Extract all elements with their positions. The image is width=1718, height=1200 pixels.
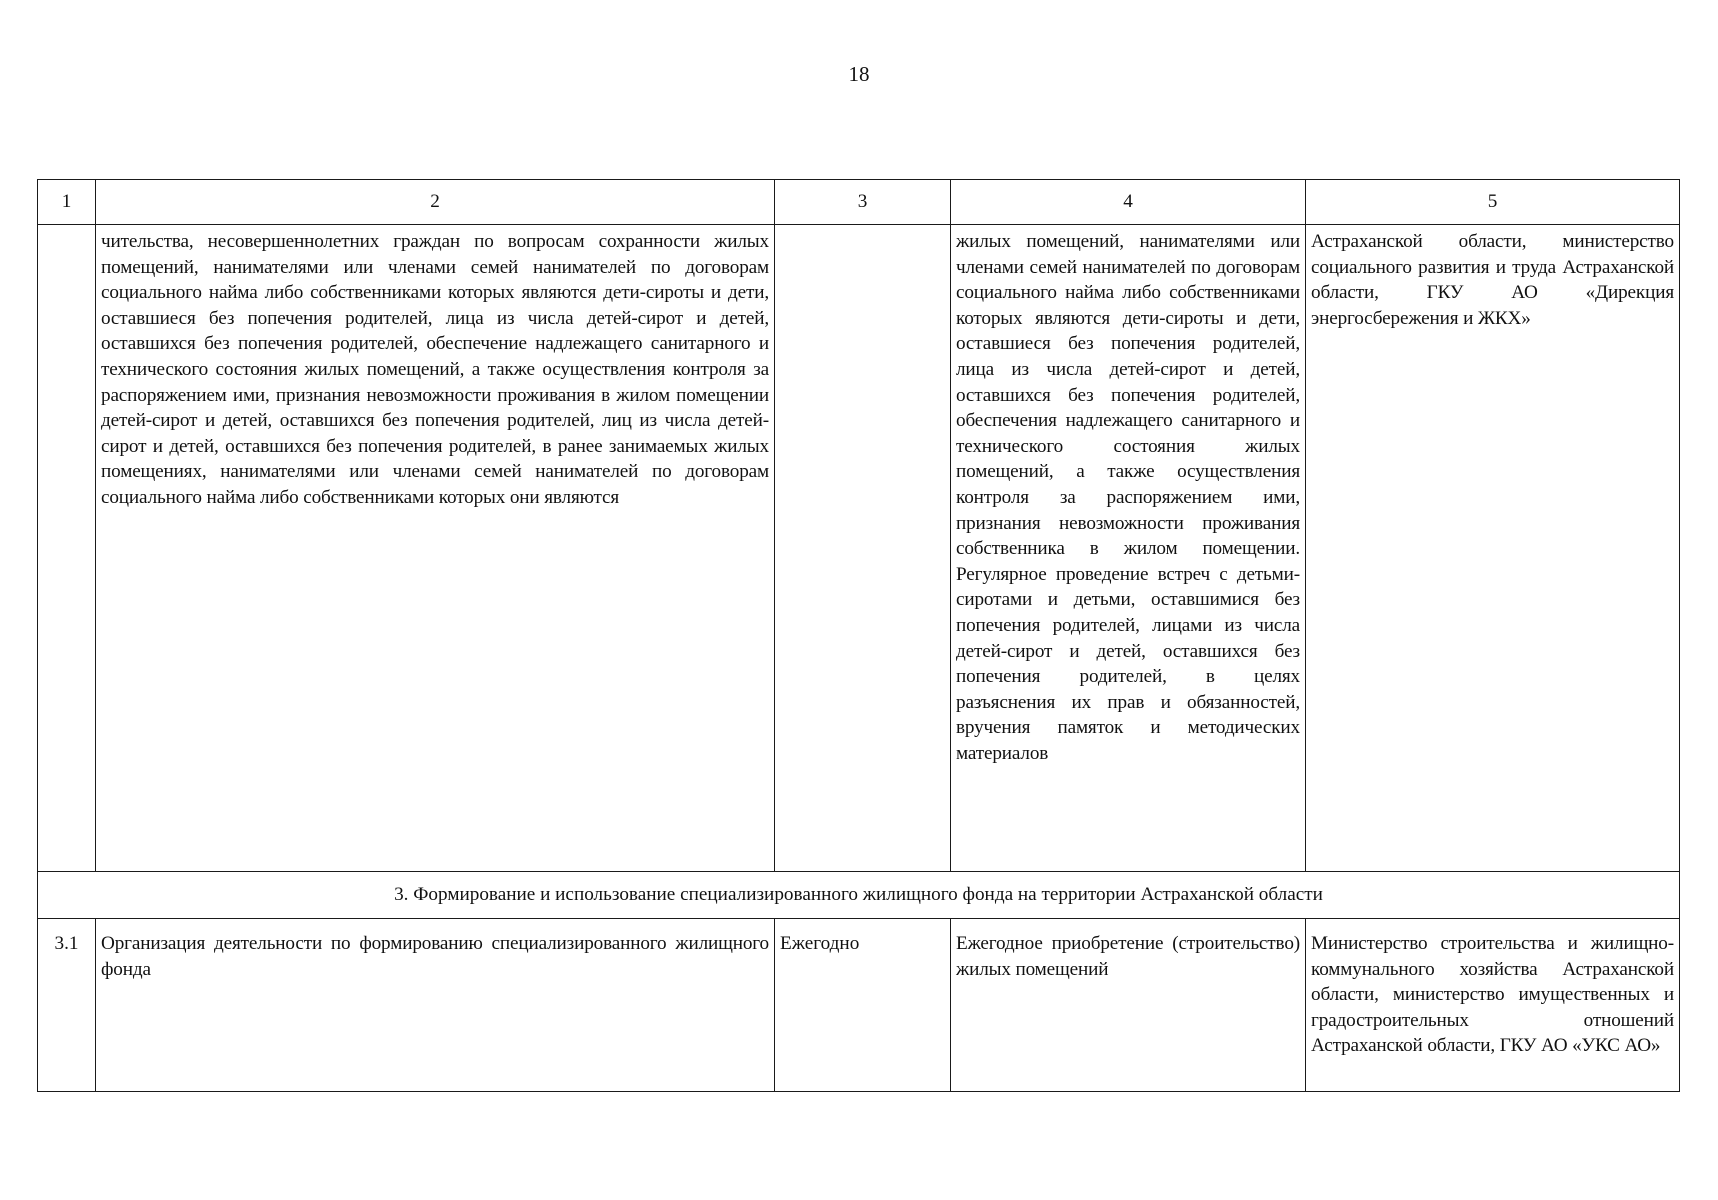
cell-responsible: Министерство строительства и жилищно-коммунального хозяйства Астраханской области, министерство имущественных и градостроительных отношений Астраханской области, ГКУ АО «УКС АО» xyxy=(1306,919,1680,1092)
page-number: 18 xyxy=(848,62,870,86)
cell-number xyxy=(38,225,96,872)
header-cell-5: 5 xyxy=(1306,180,1680,225)
cell-deadline xyxy=(775,225,951,872)
section-title: 3. Формирование и использование специализированного жилищного фонда на территории Астраханской области xyxy=(38,872,1680,919)
plan-table xyxy=(37,179,1680,1092)
cell-expected-result: жилых помещений, нанимателями или членами семей нанимателей по договорам социального найма либо собственниками которых являются дети-сироты и дети, оставшиеся без попечения родителей, лица из числа детей-сирот и детей, оставшихся без попечения родителей, обеспечения надлежащего санитарного и технического состояния жилых помещений, а также осуществления контроля за распоряжением ими, признания невозможности проживания собственника в жилом помещении. Регулярное проведение встреч с детьми-сиротами и детьми, оставшимися без попечения родителей, лицами из числа детей-сирот и детей, оставшихся без попечения родителей, в целях разъяснения их прав и обязанностей, вручения памяток и методических материалов xyxy=(951,225,1306,872)
cell-deadline: Ежегодно xyxy=(775,919,951,1092)
cell-number: 3.1 xyxy=(38,919,96,1092)
cell-responsible: Астраханской области, министерство социального развития и труда Астраханской области, ГКУ АО «Дирекция энергосбережения и ЖКХ» xyxy=(1306,225,1680,872)
cell-expected-result: Ежегодное приобретение (строительство) жилых помещений xyxy=(951,919,1306,1092)
table-header-row xyxy=(38,180,1680,225)
cell-activity: Организация деятельности по формированию специализированного жилищного фонда xyxy=(96,919,775,1092)
cell-activity: чительства, несовершеннолетних граждан по вопросам сохранности жилых помещений, нанимателями или членами семей нанимателей по договорам социального найма либо собственниками которых являются дети-сироты и дети, оставшиеся без попечения родителей, лица из числа детей-сирот и детей, оставшихся без попечения родителей, обеспечение надлежащего санитарного и технического состояния жилых помещений, а также осуществления контроля за распоряжением ими, признания невозможности проживания в жилом помещении детей-сирот и детей, оставшихся без попечения родителей, лиц из числа детей-сирот и детей, оставшихся без попечения родителей, в ранее занимаемых жилых помещениях, нанимателями или членами семей нанимателей по договорам социального найма либо собственниками которых они являются xyxy=(96,225,775,872)
table-row xyxy=(38,919,1680,1092)
header-cell-2: 2 xyxy=(96,180,775,225)
header-cell-4: 4 xyxy=(951,180,1306,225)
table-row xyxy=(38,225,1680,872)
header-cell-3: 3 xyxy=(775,180,951,225)
section-header-row xyxy=(38,872,1680,919)
header-cell-1: 1 xyxy=(38,180,96,225)
